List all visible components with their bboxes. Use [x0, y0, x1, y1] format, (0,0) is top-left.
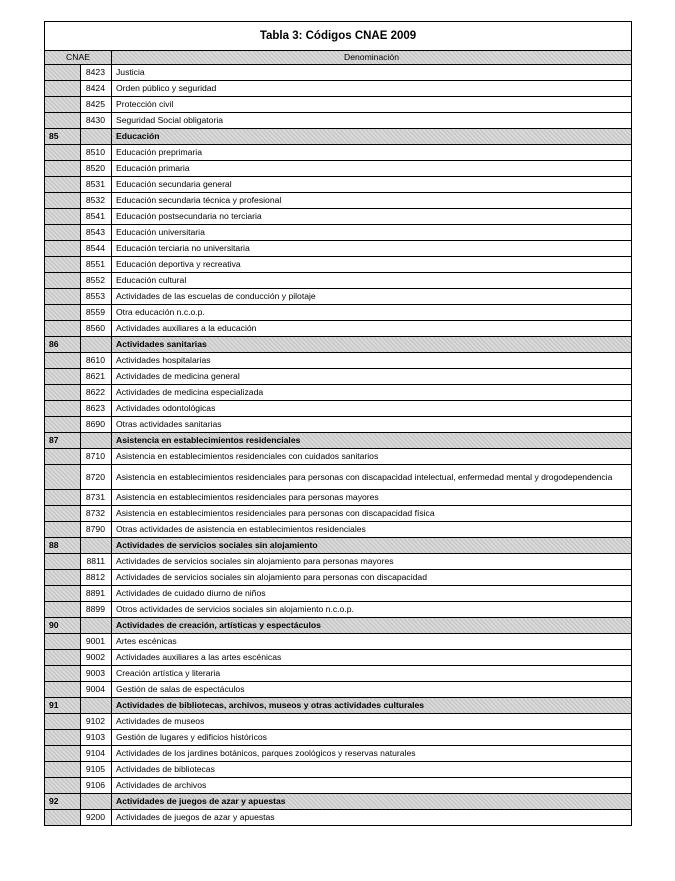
class-name: Asistencia en establecimientos residenciales para personas mayores	[112, 490, 632, 506]
class-name: Educación secundaria técnica y profesional	[112, 193, 632, 209]
table-row	[45, 570, 632, 586]
indent-cell	[45, 273, 81, 289]
group-row	[45, 618, 632, 634]
table-title: Tabla 3: Códigos CNAE 2009	[45, 22, 632, 51]
class-code: 9004	[81, 682, 112, 698]
class-code: 8732	[81, 506, 112, 522]
class-code: 8622	[81, 385, 112, 401]
class-code: 8425	[81, 97, 112, 113]
indent-cell	[45, 81, 81, 97]
class-code: 8610	[81, 353, 112, 369]
table-row	[45, 586, 632, 602]
indent-cell	[45, 506, 81, 522]
table-row	[45, 714, 632, 730]
group-code: 87	[45, 433, 81, 449]
class-name: Educación deportiva y recreativa	[112, 257, 632, 273]
indent-cell	[45, 305, 81, 321]
class-name: Educación postsecundaria no terciaria	[112, 209, 632, 225]
class-code: 8544	[81, 241, 112, 257]
table-row	[45, 650, 632, 666]
class-name: Gestión de salas de espectáculos	[112, 682, 632, 698]
class-name: Actividades odontológicas	[112, 401, 632, 417]
table-row	[45, 730, 632, 746]
table-title-row	[45, 22, 632, 51]
table-row	[45, 81, 632, 97]
class-name: Protección civil	[112, 97, 632, 113]
group-row	[45, 433, 632, 449]
class-code: 9103	[81, 730, 112, 746]
table-row	[45, 666, 632, 682]
indent-cell	[45, 490, 81, 506]
group-code: 90	[45, 618, 81, 634]
group-row	[45, 698, 632, 714]
class-code: 9105	[81, 762, 112, 778]
class-code: 8891	[81, 586, 112, 602]
table-row	[45, 602, 632, 618]
class-name: Actividades de las escuelas de conducción y pilotaje	[112, 289, 632, 305]
class-code: 9002	[81, 650, 112, 666]
group-name: Actividades de bibliotecas, archivos, museos y otras actividades culturales	[112, 698, 632, 714]
indent-cell	[45, 810, 81, 826]
class-name: Educación preprimaria	[112, 145, 632, 161]
indent-cell	[45, 257, 81, 273]
table-row	[45, 762, 632, 778]
table-row	[45, 273, 632, 289]
table-row	[45, 554, 632, 570]
class-name: Educación terciaria no universitaria	[112, 241, 632, 257]
indent-cell	[45, 666, 81, 682]
table-row	[45, 321, 632, 337]
class-name: Otras actividades sanitarias	[112, 417, 632, 433]
table-row	[45, 682, 632, 698]
group-row	[45, 129, 632, 145]
class-code: 8423	[81, 65, 112, 81]
indent-cell	[45, 161, 81, 177]
indent-cell	[45, 353, 81, 369]
class-code: 8531	[81, 177, 112, 193]
header-cnae: CNAE	[45, 51, 112, 65]
indent-cell	[45, 385, 81, 401]
indent-cell	[45, 177, 81, 193]
class-code: 8811	[81, 554, 112, 570]
table-row	[45, 522, 632, 538]
class-name: Actividades de archivos	[112, 778, 632, 794]
group-name: Actividades sanitarias	[112, 337, 632, 353]
class-name: Actividades de medicina general	[112, 369, 632, 385]
table-row	[45, 241, 632, 257]
table-row	[45, 810, 632, 826]
class-code: 8541	[81, 209, 112, 225]
group-name: Asistencia en establecimientos residenciales	[112, 433, 632, 449]
indent-cell	[45, 730, 81, 746]
table-row	[45, 385, 632, 401]
table-row	[45, 289, 632, 305]
indent-cell	[45, 465, 81, 490]
class-code: 8621	[81, 369, 112, 385]
group-name: Actividades de creación, artísticas y espectáculos	[112, 618, 632, 634]
table-row	[45, 746, 632, 762]
group-name: Actividades de juegos de azar y apuestas	[112, 794, 632, 810]
class-code: 8510	[81, 145, 112, 161]
class-code: 8424	[81, 81, 112, 97]
class-name: Actividades de servicios sociales sin alojamiento para personas mayores	[112, 554, 632, 570]
class-name: Otra educación n.c.o.p.	[112, 305, 632, 321]
class-code: 9001	[81, 634, 112, 650]
class-code: 8553	[81, 289, 112, 305]
class-name: Actividades de los jardines botánicos, parques zoológicos y reservas naturales	[112, 746, 632, 762]
indent-cell	[45, 401, 81, 417]
group-row	[45, 337, 632, 353]
group-code-empty	[81, 698, 112, 714]
class-name: Asistencia en establecimientos residenciales para personas con discapacidad intelectual, enfermedad mental y drogodependencia	[112, 465, 632, 490]
class-name: Actividades de juegos de azar y apuestas	[112, 810, 632, 826]
header-denominacion: Denominación	[112, 51, 632, 65]
indent-cell	[45, 225, 81, 241]
class-name: Actividades auxiliares a la educación	[112, 321, 632, 337]
class-code: 8552	[81, 273, 112, 289]
indent-cell	[45, 746, 81, 762]
table-row	[45, 353, 632, 369]
class-name: Orden público y seguridad	[112, 81, 632, 97]
table-row	[45, 465, 632, 490]
class-code: 8690	[81, 417, 112, 433]
group-code-empty	[81, 337, 112, 353]
cnae-document	[44, 21, 631, 826]
group-code-empty	[81, 538, 112, 554]
group-name: Educación	[112, 129, 632, 145]
group-code: 91	[45, 698, 81, 714]
class-name: Educación universitaria	[112, 225, 632, 241]
table-row	[45, 161, 632, 177]
table-row	[45, 778, 632, 794]
table-row	[45, 417, 632, 433]
group-code: 85	[45, 129, 81, 145]
table-row	[45, 97, 632, 113]
class-code: 8731	[81, 490, 112, 506]
table-row	[45, 401, 632, 417]
indent-cell	[45, 714, 81, 730]
class-name: Actividades de museos	[112, 714, 632, 730]
indent-cell	[45, 602, 81, 618]
table-row	[45, 177, 632, 193]
group-code-empty	[81, 794, 112, 810]
class-name: Creación artística y literaria	[112, 666, 632, 682]
class-code: 8559	[81, 305, 112, 321]
table-row	[45, 193, 632, 209]
indent-cell	[45, 193, 81, 209]
indent-cell	[45, 241, 81, 257]
class-name: Justicia	[112, 65, 632, 81]
indent-cell	[45, 586, 81, 602]
indent-cell	[45, 417, 81, 433]
table-header-row	[45, 51, 632, 65]
indent-cell	[45, 289, 81, 305]
class-code: 9102	[81, 714, 112, 730]
class-code: 8790	[81, 522, 112, 538]
table-row	[45, 113, 632, 129]
class-code: 8430	[81, 113, 112, 129]
indent-cell	[45, 97, 81, 113]
class-code: 8710	[81, 449, 112, 465]
indent-cell	[45, 570, 81, 586]
class-code: 8520	[81, 161, 112, 177]
class-name: Asistencia en establecimientos residenciales para personas con discapacidad física	[112, 506, 632, 522]
group-code: 86	[45, 337, 81, 353]
indent-cell	[45, 449, 81, 465]
class-code: 8720	[81, 465, 112, 490]
class-code: 9200	[81, 810, 112, 826]
class-name: Educación cultural	[112, 273, 632, 289]
table-row	[45, 449, 632, 465]
group-name: Actividades de servicios sociales sin alojamiento	[112, 538, 632, 554]
indent-cell	[45, 209, 81, 225]
indent-cell	[45, 369, 81, 385]
indent-cell	[45, 321, 81, 337]
group-row	[45, 538, 632, 554]
class-code: 9003	[81, 666, 112, 682]
class-code: 8532	[81, 193, 112, 209]
table-row	[45, 257, 632, 273]
class-name: Actividades de bibliotecas	[112, 762, 632, 778]
table-row	[45, 634, 632, 650]
class-name: Asistencia en establecimientos residenciales con cuidados sanitarios	[112, 449, 632, 465]
class-code: 8560	[81, 321, 112, 337]
class-name: Otras actividades de asistencia en establecimientos residenciales	[112, 522, 632, 538]
table-row	[45, 369, 632, 385]
table-row	[45, 209, 632, 225]
table-row	[45, 506, 632, 522]
class-name: Actividades hospitalarias	[112, 353, 632, 369]
class-name: Educación secundaria general	[112, 177, 632, 193]
class-code: 8543	[81, 225, 112, 241]
table-row	[45, 225, 632, 241]
class-code: 8812	[81, 570, 112, 586]
indent-cell	[45, 145, 81, 161]
class-name: Otros actividades de servicios sociales sin alojamiento n.c.o.p.	[112, 602, 632, 618]
cnae-table	[44, 21, 632, 826]
group-code: 92	[45, 794, 81, 810]
class-code: 8551	[81, 257, 112, 273]
class-name: Actividades de cuidado diurno de niños	[112, 586, 632, 602]
indent-cell	[45, 634, 81, 650]
group-code-empty	[81, 433, 112, 449]
indent-cell	[45, 650, 81, 666]
class-name: Artes escénicas	[112, 634, 632, 650]
indent-cell	[45, 762, 81, 778]
indent-cell	[45, 113, 81, 129]
indent-cell	[45, 65, 81, 81]
indent-cell	[45, 554, 81, 570]
class-code: 9104	[81, 746, 112, 762]
class-name: Actividades auxiliares a las artes escénicas	[112, 650, 632, 666]
class-code: 8899	[81, 602, 112, 618]
class-name: Seguridad Social obligatoria	[112, 113, 632, 129]
indent-cell	[45, 682, 81, 698]
group-row	[45, 794, 632, 810]
indent-cell	[45, 778, 81, 794]
group-code: 88	[45, 538, 81, 554]
table-row	[45, 65, 632, 81]
table-row	[45, 305, 632, 321]
class-code: 9106	[81, 778, 112, 794]
indent-cell	[45, 522, 81, 538]
group-code-empty	[81, 129, 112, 145]
table-row	[45, 490, 632, 506]
group-code-empty	[81, 618, 112, 634]
class-code: 8623	[81, 401, 112, 417]
table-row	[45, 145, 632, 161]
class-name: Actividades de servicios sociales sin alojamiento para personas con discapacidad	[112, 570, 632, 586]
class-name: Actividades de medicina especializada	[112, 385, 632, 401]
class-name: Educación primaria	[112, 161, 632, 177]
class-name: Gestión de lugares y edificios históricos	[112, 730, 632, 746]
